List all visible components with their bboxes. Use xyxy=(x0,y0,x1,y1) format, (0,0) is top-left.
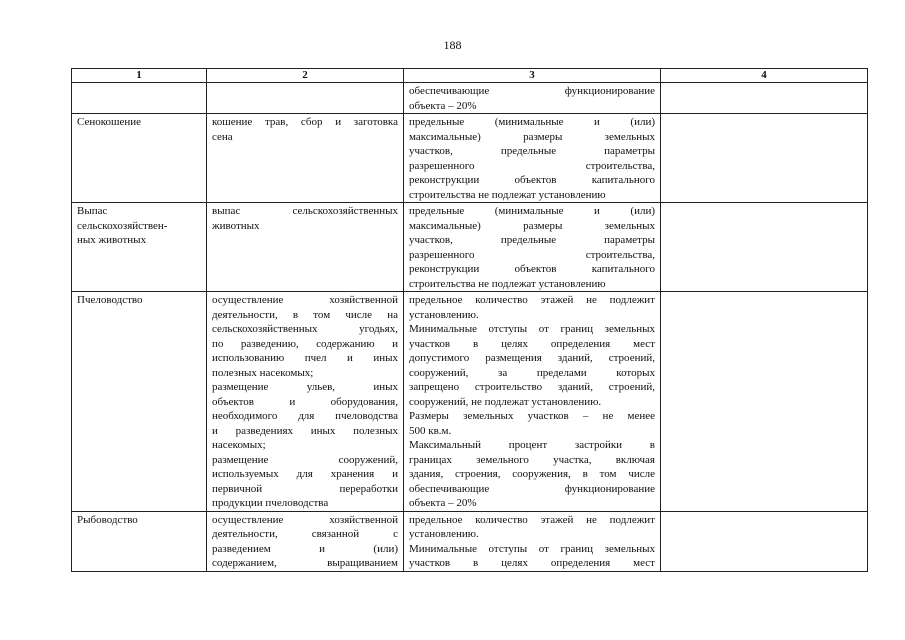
cell-line: Максимальный процент застройки в xyxy=(409,439,655,451)
notes-cell xyxy=(661,292,868,512)
construction-parameters-cell xyxy=(404,203,661,292)
use-description-cell xyxy=(207,511,404,571)
cell-line: деятельности, в том числе на xyxy=(212,308,398,321)
cell-line: деятельности, связанной с xyxy=(212,528,398,540)
cell-line: осуществление хозяйственной xyxy=(212,513,398,526)
cell-line: по разведению, содержанию и xyxy=(212,337,398,350)
cell-line: разведением и (или) xyxy=(212,542,398,555)
page-number: 188 xyxy=(443,38,462,52)
land-use-type-cell xyxy=(72,114,207,203)
cell-line: необходимого для пчеловодства xyxy=(212,410,398,422)
table-row xyxy=(72,203,868,292)
use-description-cell xyxy=(207,203,404,292)
cell-line: здания, строения, сооружения, в том числе xyxy=(409,468,655,480)
use-description-cell xyxy=(207,83,404,114)
cell-line: строительства не подлежат установлению xyxy=(409,188,606,201)
construction-parameters-cell xyxy=(404,114,661,203)
cell-line: установлению. xyxy=(409,528,479,540)
cell-line: установлению. xyxy=(409,308,479,321)
cell-line: участков, предельные параметры xyxy=(409,234,655,246)
cell-line: сооружений, за пределами которых xyxy=(409,366,655,379)
regulations-table xyxy=(71,68,868,572)
cell-line: ных животных xyxy=(77,234,147,246)
cell-line: участков в целях определения мест xyxy=(409,557,655,569)
cell-line: размещение ульев, иных xyxy=(212,381,398,393)
cell-line: сена xyxy=(212,130,233,143)
cell-line: допустимого размещения зданий, строений, xyxy=(409,352,655,364)
cell-line: объекта – 20% xyxy=(409,99,477,112)
cell-line: максимальные) размеры земельных xyxy=(409,219,655,232)
cell-line: предельное количество этажей не подлежит xyxy=(409,513,655,526)
cell-line: участков в целях определения мест xyxy=(409,337,655,350)
cell-line: и разведениях иных полезных xyxy=(212,424,398,437)
land-use-type-cell xyxy=(72,292,207,512)
cell-line: выпас сельскохозяйственных xyxy=(212,205,398,217)
cell-line: реконструкции объектов капитального xyxy=(409,263,655,275)
cell-line: 500 кв.м. xyxy=(409,424,452,437)
cell-line: Сенокошение xyxy=(77,116,142,128)
cell-line: границах земельного участка, включая xyxy=(409,453,655,466)
notes-cell xyxy=(661,511,868,571)
table-row xyxy=(72,292,868,512)
land-use-type-cell xyxy=(72,511,207,571)
cell-line: объектов и оборудования, xyxy=(212,395,398,408)
table-row xyxy=(72,83,868,114)
cell-line: насекомых; xyxy=(212,439,266,451)
cell-line: предельные (минимальные и (или) xyxy=(409,205,655,217)
use-description-cell xyxy=(207,114,404,203)
cell-line: продукции пчеловодства xyxy=(212,497,329,509)
cell-line: запрещено строительство зданий, строений, xyxy=(409,381,655,393)
cell-line: обеспечивающие функционирование xyxy=(409,482,655,495)
cell-line: разрешенного строительства, xyxy=(409,159,655,172)
cell-line: предельные (минимальные и (или) xyxy=(409,116,655,128)
cell-line: сооружений, не подлежат установлению. xyxy=(409,395,602,408)
header-col-2: 2 xyxy=(207,69,404,83)
cell-line: обеспечивающие функционирование xyxy=(409,85,655,97)
cell-line: строительства не подлежат установлению xyxy=(409,277,606,290)
header-row xyxy=(72,69,868,83)
cell-line: первичной переработки xyxy=(212,482,398,495)
cell-line: Пчеловодство xyxy=(77,294,143,306)
header-col-1: 1 xyxy=(72,69,207,83)
cell-line: разрешенного строительства, xyxy=(409,248,655,261)
construction-parameters-cell xyxy=(404,83,661,114)
cell-line: Рыбоводство xyxy=(77,513,138,526)
cell-line: максимальные) размеры земельных xyxy=(409,130,655,143)
land-use-type-cell xyxy=(72,203,207,292)
cell-line: объекта – 20% xyxy=(409,497,477,509)
cell-line: реконструкции объектов капитального xyxy=(409,174,655,186)
cell-line: Минимальные отступы от границ земельных xyxy=(409,542,655,555)
cell-line: кошение трав, сбор и заготовка xyxy=(212,116,398,128)
cell-line: Размеры земельных участков – не менее xyxy=(409,410,655,422)
notes-cell xyxy=(661,83,868,114)
cell-line: животных xyxy=(212,219,260,232)
cell-line: Выпас xyxy=(77,205,108,217)
cell-line: предельное количество этажей не подлежит xyxy=(409,294,655,306)
header-col-4: 4 xyxy=(661,69,868,83)
land-use-type-cell xyxy=(72,83,207,114)
cell-line: участков, предельные параметры xyxy=(409,145,655,157)
cell-line: сельскохозяйственных угодьях, xyxy=(212,323,398,335)
cell-line: использованию пчел и иных xyxy=(212,352,398,364)
cell-line: сельскохозяйствен- xyxy=(77,219,168,232)
cell-line: размещение сооружений, xyxy=(212,453,398,466)
cell-line: содержанием, выращиванием xyxy=(212,557,398,569)
cell-line: осуществление хозяйственной xyxy=(212,294,398,306)
construction-parameters-cell xyxy=(404,292,661,512)
notes-cell xyxy=(661,114,868,203)
construction-parameters-cell xyxy=(404,511,661,571)
use-description-cell xyxy=(207,292,404,512)
cell-line: используемых для хранения и xyxy=(212,468,398,480)
notes-cell xyxy=(661,203,868,292)
header-col-3: 3 xyxy=(404,69,661,83)
table-row xyxy=(72,114,868,203)
cell-line: полезных насекомых; xyxy=(212,366,314,379)
cell-line: Минимальные отступы от границ земельных xyxy=(409,323,655,335)
table-row xyxy=(72,511,868,571)
